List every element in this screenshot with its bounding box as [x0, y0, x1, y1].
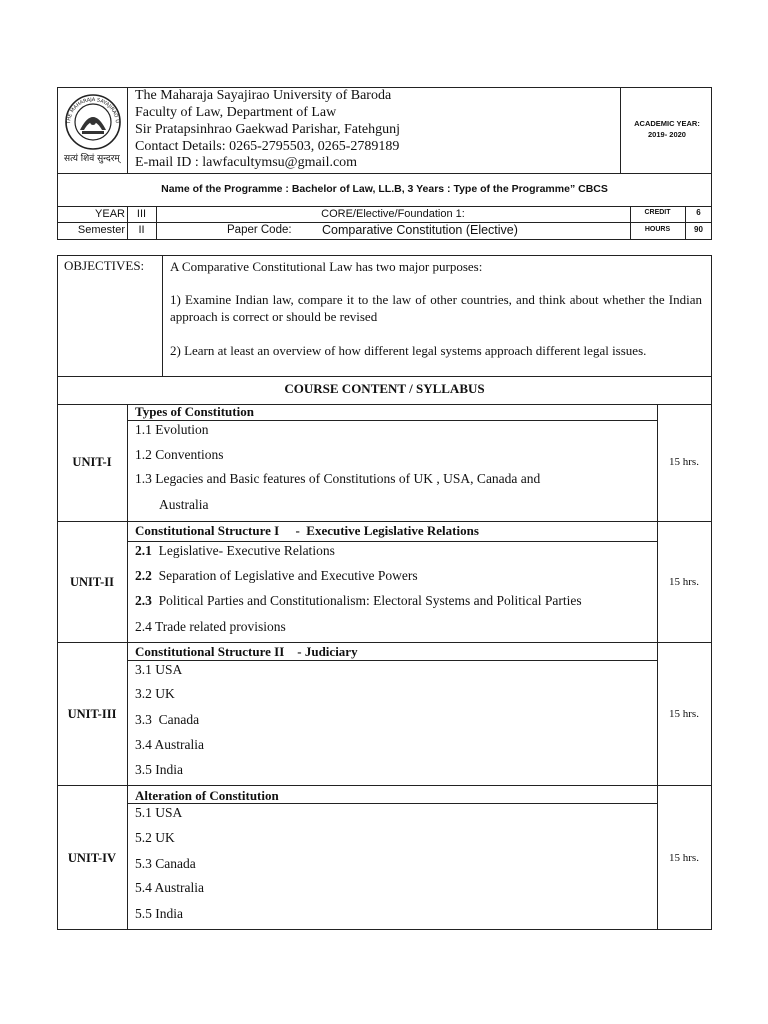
address: Sir Pratapsinhrao Gaekwad Parishar, Fatehgunj	[135, 122, 400, 137]
unit-item: 3.5 India	[135, 762, 183, 777]
year-label: YEAR	[95, 208, 125, 220]
faculty-name: Faculty of Law, Department of Law	[135, 105, 337, 120]
unit-item: 2.4 Trade related provisions	[135, 619, 286, 634]
unit-item: 1.2 Conventions	[135, 447, 224, 462]
contact-details: Contact Details: 0265-2795503, 0265-2789189	[135, 139, 400, 154]
unit-item: 5.3 Canada	[135, 856, 196, 871]
syllabus-heading: COURSE CONTENT / SYLLABUS	[284, 381, 485, 396]
unit-item: 3.4 Australia	[135, 737, 204, 752]
unit-item: 5.2 UK	[135, 830, 175, 845]
hours-label: HOURS	[644, 226, 671, 233]
objectives-divider	[162, 255, 163, 377]
header-divider-right	[620, 87, 621, 174]
unit-label: UNIT-I	[72, 455, 112, 469]
unit-item	[135, 593, 582, 609]
unit-item-number: 2.2	[135, 568, 152, 583]
unit-item-text: Separation of Legislative and Executive Powers	[158, 568, 418, 583]
unit-item-number: 2.1	[135, 543, 152, 558]
logo-motto: सत्यं शिवं सुन्दरम्	[64, 154, 120, 164]
unit-label: UNIT-IV	[67, 851, 117, 865]
semester-label: Semester	[77, 224, 125, 236]
unit-item: 5.5 India	[135, 906, 183, 921]
university-name: The Maharaja Sayajirao University of Baroda	[135, 88, 392, 103]
unit-title-underline-1	[127, 420, 657, 421]
units-label-divider	[127, 404, 128, 930]
unit-item: Australia	[159, 497, 209, 512]
objectives-intro: A Comparative Constitutional Law has two major purposes:	[170, 259, 483, 274]
unit-hours: 15 hrs.	[669, 576, 699, 588]
unit-item: 1.1 Evolution	[135, 422, 209, 437]
unit-title: Constitutional Structure II - Judiciary	[135, 644, 358, 659]
credit-label: CREDIT	[644, 209, 671, 216]
unit-item-text: Political Parties and Constitutionalism: Electoral Systems and Political Parties	[158, 593, 582, 608]
objectives-label: OBJECTIVES:	[64, 258, 145, 273]
unit-item-number: 2.3	[135, 593, 152, 608]
unit-item: 3.2 UK	[135, 686, 175, 701]
unit-separator-1	[57, 521, 712, 522]
header-divider-left	[127, 87, 128, 174]
unit-item	[135, 543, 335, 559]
unit-label: UNIT-III	[67, 707, 117, 721]
unit-separator-2	[57, 642, 712, 643]
paper-code-label: Paper Code:	[227, 224, 292, 236]
unit-title-underline-3	[127, 660, 657, 661]
unit-hours: 15 hrs.	[669, 456, 699, 468]
unit-title-underline-2	[127, 541, 657, 542]
programme-line: Name of the Programme : Bachelor of Law, LL.B, 3 Years : Type of the Programme” CBCS	[161, 183, 608, 195]
unit-title: Types of Constitution	[135, 404, 254, 419]
email-id: E-mail ID : lawfacultymsu@gmail.com	[135, 155, 358, 170]
academic-year-label: ACADEMIC YEAR:	[634, 119, 700, 128]
paper-title: Comparative Constitution (Elective)	[322, 223, 518, 237]
unit-item: 5.4 Australia	[135, 880, 204, 895]
university-logo	[62, 92, 124, 156]
hours-value: 90	[694, 225, 703, 234]
unit-separator-3	[57, 785, 712, 786]
unit-item: 5.1 USA	[135, 805, 183, 820]
objectives-point-1: 1) Examine Indian law, compare it to the law of other countries, and think about whether the Indian approach is correct or should be revised	[170, 292, 702, 324]
unit-item-text: Legislative- Executive Relations	[158, 543, 335, 558]
logo-ring-text: THE MAHARAJA SAYAJIRAO U	[65, 96, 121, 125]
unit-title: Constitutional Structure I - Executive Legislative Relations	[135, 523, 479, 538]
core-line: CORE/Elective/Foundation 1:	[321, 208, 465, 220]
academic-year-value: 2019- 2020	[648, 130, 686, 139]
unit-hours: 15 hrs.	[669, 708, 699, 720]
unit-hours: 15 hrs.	[669, 852, 699, 864]
unit-item: 1.3 Legacies and Basic features of Constitutions of UK , USA, Canada and	[135, 471, 541, 486]
unit-item: 3.1 USA	[135, 662, 183, 677]
unit-item: 3.3 Canada	[135, 712, 200, 727]
year-value: III	[136, 208, 147, 220]
credit-value: 6	[696, 208, 701, 217]
objectives-point-2: 2) Learn at least an overview of how different legal systems approach different legal issues.	[170, 343, 647, 358]
unit-label: UNIT-II	[69, 575, 114, 589]
unit-item	[135, 568, 418, 584]
semester-value: II	[138, 224, 145, 236]
unit-title: Alteration of Constitution	[135, 788, 279, 803]
